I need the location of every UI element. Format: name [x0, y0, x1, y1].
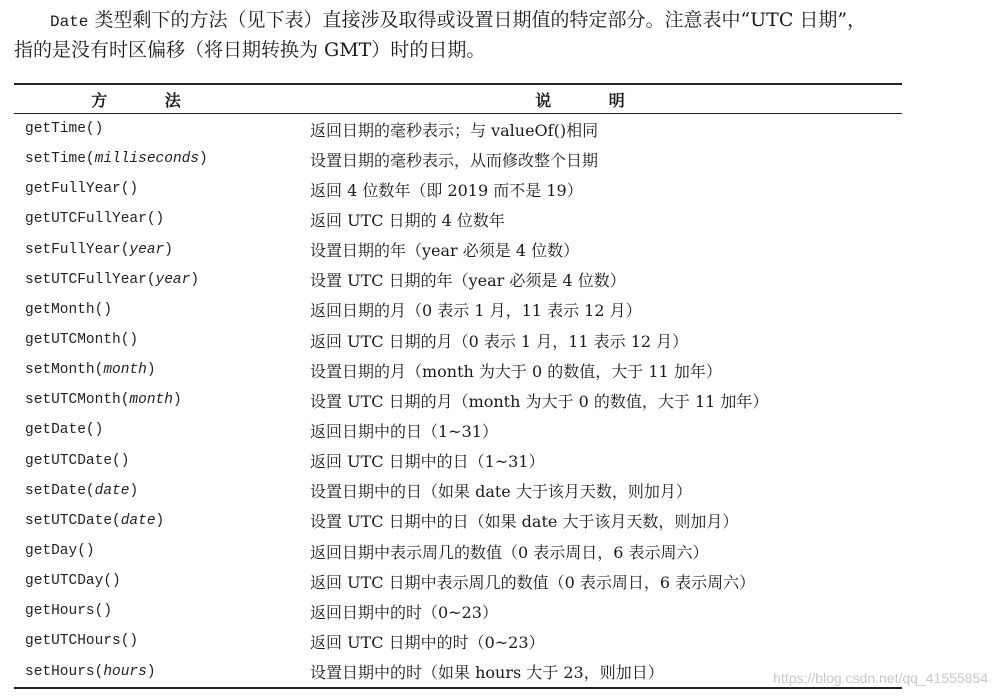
method-signature: setHours(hours) [25, 663, 156, 680]
table-bottom-rule [14, 687, 902, 689]
table-row [14, 235, 902, 265]
table-row [14, 385, 902, 415]
table-row [14, 265, 902, 295]
table-row [14, 506, 902, 536]
method-description: 设置日期的月（month 为大于 0 的数值，大于 11 加年） [310, 361, 722, 381]
table-row [14, 596, 902, 626]
table-row [14, 566, 902, 596]
method-name: getUTCDate [25, 452, 113, 469]
method-description: 返回日期中的日（1~31） [310, 421, 498, 441]
table-header [14, 85, 902, 113]
method-description: 设置日期中的时（如果 hours 大于 23，则加日） [310, 663, 664, 683]
table-row [14, 536, 902, 566]
method-name: setMonth [25, 362, 95, 379]
method-name: setDate [25, 482, 86, 499]
method-signature: setFullYear(year) [25, 241, 173, 258]
table-row [14, 476, 902, 506]
method-signature: getDay() [25, 543, 95, 560]
method-signature: setMonth(month) [25, 362, 156, 379]
method-description: 设置 UTC 日期的年（year 必须是 4 位数） [310, 271, 626, 291]
method-name: setUTCDate [25, 512, 113, 529]
watermark: https://blog.csdn.net/qq_41555854 [773, 670, 988, 686]
method-name: setUTCFullYear [25, 271, 147, 288]
header-description: 说 明 [535, 90, 651, 110]
method-description: 返回日期中表示周几的数值（0 表示周日，6 表示周六） [310, 542, 709, 562]
method-name: getUTCHours [25, 633, 121, 650]
method-name: getHours [25, 603, 95, 620]
intro-line-1 [14, 6, 984, 36]
method-name: getDay [25, 543, 78, 560]
method-signature: setUTCFullYear(year) [25, 271, 200, 288]
method-description: 返回日期中的时（0~23） [310, 602, 498, 622]
method-argument: hours [103, 663, 147, 680]
method-signature: getFullYear() [25, 181, 139, 198]
table-row [14, 114, 902, 144]
method-signature: getDate() [25, 422, 104, 439]
date-methods-table [14, 83, 902, 689]
intro-line-1-text: 类型剩下的方法（见下表）直接涉及取得或设置日期值的特定部分。注意表中“UTC 日期”， [88, 9, 867, 31]
method-argument: year [129, 241, 165, 258]
method-description: 返回 UTC 日期中的日（1~31） [310, 452, 545, 472]
method-argument: milliseconds [94, 151, 200, 168]
method-name: getFullYear [25, 181, 121, 198]
method-signature: getHours() [25, 603, 113, 620]
method-argument: month [103, 362, 147, 379]
table-row [14, 415, 902, 445]
method-signature: setTime(milliseconds) [25, 151, 208, 168]
header-method: 方 法 [91, 90, 207, 110]
intro-paragraph [14, 6, 984, 64]
method-name: getDate [25, 422, 86, 439]
method-signature: setDate(date) [25, 482, 139, 499]
table-row [14, 446, 902, 476]
method-description: 设置 UTC 日期的月（month 为大于 0 的数值，大于 11 加年） [310, 391, 769, 411]
method-name: getUTCDay [25, 573, 104, 590]
table-row [14, 355, 902, 385]
method-signature: getMonth() [25, 301, 113, 318]
method-description: 设置日期的毫秒表示，从而修改整个日期 [310, 150, 599, 170]
method-argument: date [120, 512, 156, 529]
method-description: 返回 UTC 日期中表示周几的数值（0 表示周日，6 表示周六） [310, 572, 756, 592]
method-signature: getUTCHours() [25, 633, 139, 650]
method-signature: setUTCMonth(month) [25, 392, 182, 409]
method-description: 设置 UTC 日期中的日（如果 date 大于该月天数，则加月） [310, 512, 739, 532]
method-signature: getUTCDate() [25, 452, 130, 469]
date-type-code: Date [50, 13, 89, 31]
table-row [14, 295, 902, 325]
method-description: 返回日期的月（0 表示 1 月，11 表示 12 月） [310, 301, 642, 321]
table-row [14, 626, 902, 656]
method-signature: getUTCDay() [25, 573, 121, 590]
table-row [14, 174, 902, 204]
method-name: getUTCMonth [25, 332, 121, 349]
method-description: 设置日期中的日（如果 date 大于该月天数，则加月） [310, 482, 692, 502]
method-signature: setUTCDate(date) [25, 512, 165, 529]
method-name: setHours [25, 663, 95, 680]
method-description: 返回 UTC 日期的月（0 表示 1 月，11 表示 12 月） [310, 331, 689, 351]
method-argument: month [129, 392, 173, 409]
method-description: 返回 UTC 日期中的时（0~23） [310, 632, 545, 652]
method-name: getTime [25, 121, 86, 138]
intro-line-2: 指的是没有时区偏移（将日期转换为 GMT）时的日期。 [14, 39, 486, 61]
table-row [14, 204, 902, 234]
method-signature: getUTCMonth() [25, 332, 139, 349]
method-signature: getUTCFullYear() [25, 211, 165, 228]
method-name: setUTCMonth [25, 392, 121, 409]
method-description: 设置日期的年（year 必须是 4 位数） [310, 241, 580, 261]
method-name: setFullYear [25, 241, 121, 258]
method-description: 返回 4 位数年（即 2019 而不是 19） [310, 180, 583, 200]
table-row [14, 657, 902, 687]
method-signature: getTime() [25, 121, 104, 138]
method-argument: year [155, 271, 191, 288]
method-name: getUTCFullYear [25, 211, 147, 228]
method-argument: date [94, 482, 130, 499]
table-row [14, 144, 902, 174]
table-row [14, 325, 902, 355]
method-name: getMonth [25, 301, 95, 318]
table-body [14, 114, 902, 687]
method-description: 返回日期的毫秒表示；与 valueOf()相同 [310, 120, 599, 140]
method-description: 返回 UTC 日期的 4 位数年 [310, 210, 505, 230]
method-name: setTime [25, 151, 86, 168]
